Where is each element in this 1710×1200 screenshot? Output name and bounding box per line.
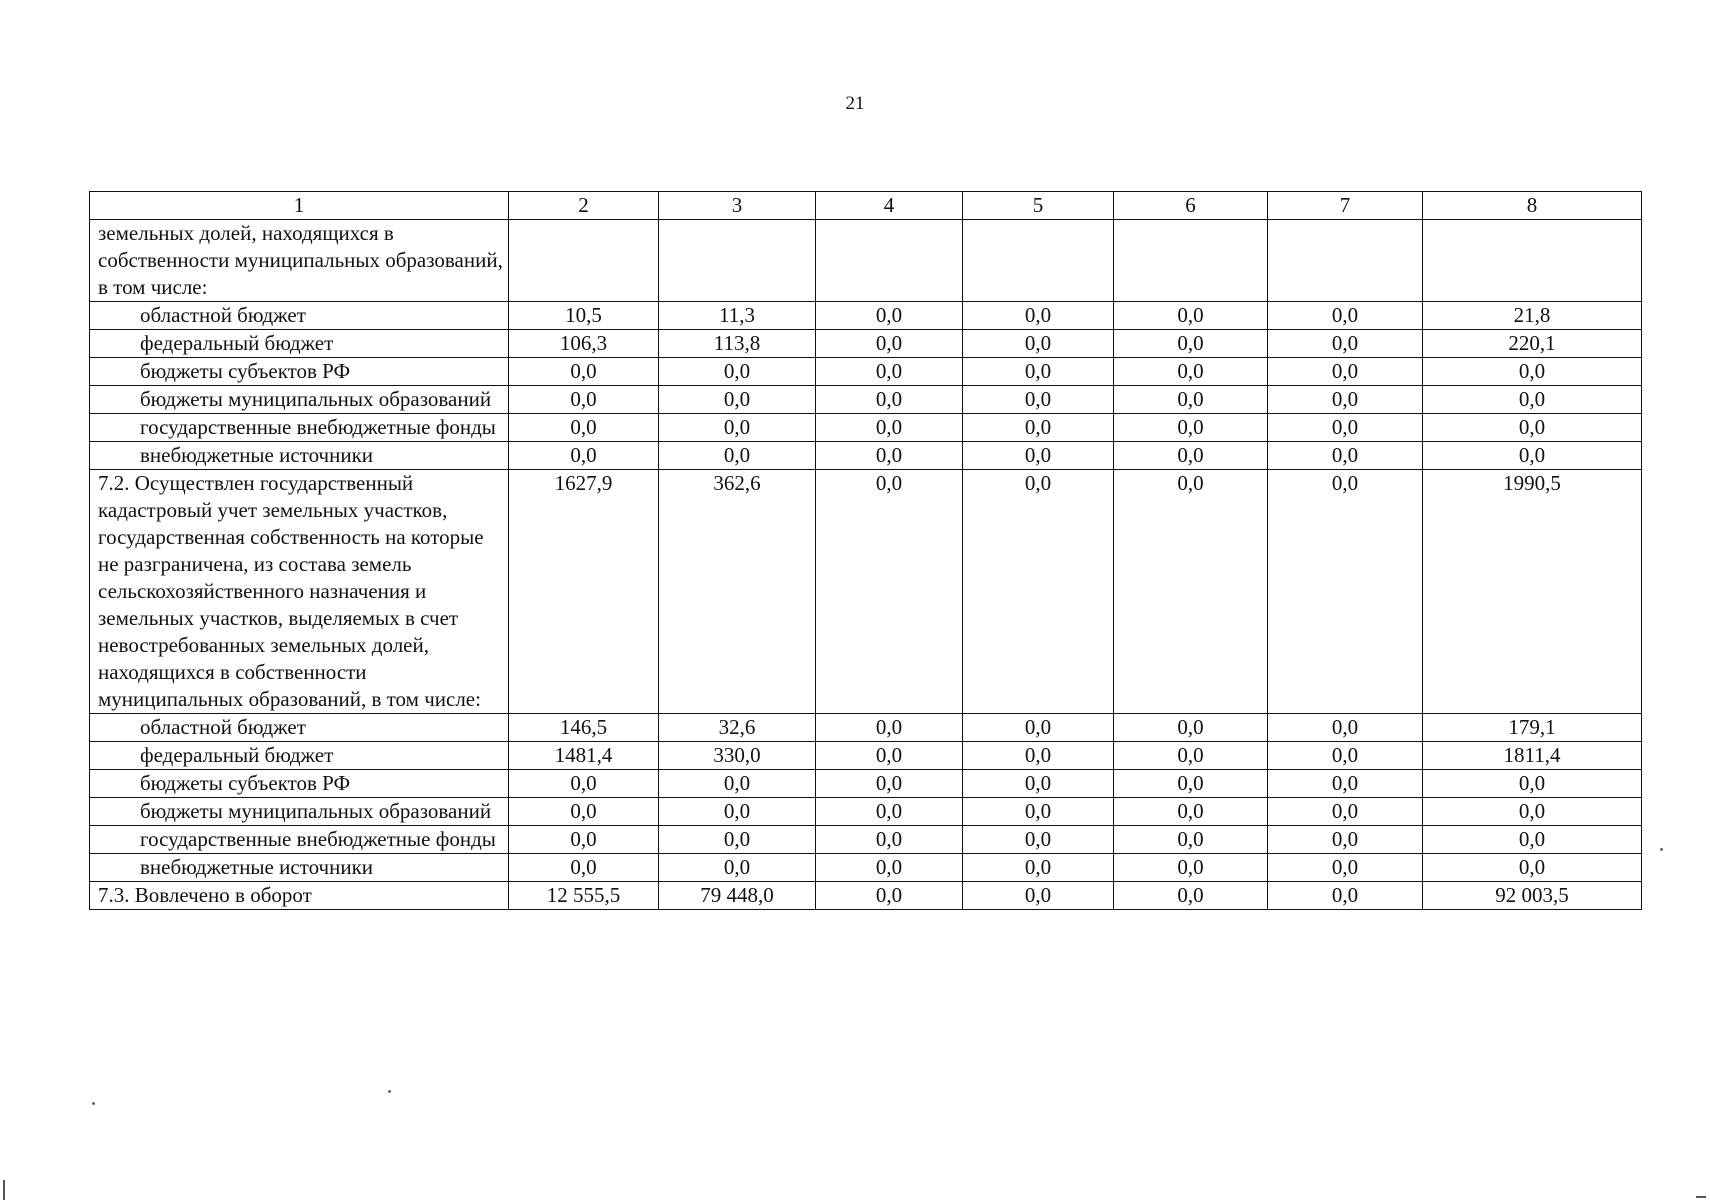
value-cell: 0,0	[963, 742, 1114, 770]
value-cell: 0,0	[1423, 798, 1642, 826]
header-cell: 2	[509, 192, 659, 220]
scan-speck	[1660, 848, 1663, 851]
value-cell: 0,0	[1114, 714, 1268, 742]
value-cell: 0,0	[963, 358, 1114, 386]
value-cell: 0,0	[963, 386, 1114, 414]
value-cell: 0,0	[963, 442, 1114, 470]
value-cell: 0,0	[659, 826, 816, 854]
row-label: земельных долей, находящихся в собственности муниципальных образований, в том числе:	[90, 220, 509, 302]
value-cell: 0,0	[509, 770, 659, 798]
value-cell: 0,0	[659, 854, 816, 882]
row-label: областной бюджет	[90, 714, 509, 742]
value-cell: 0,0	[1114, 798, 1268, 826]
value-cell: 0,0	[816, 470, 963, 714]
row-label: областной бюджет	[90, 302, 509, 330]
value-cell: 362,6	[659, 470, 816, 714]
value-cell: 0,0	[1268, 358, 1423, 386]
table-row	[90, 770, 1642, 798]
row-label: федеральный бюджет	[90, 330, 509, 358]
value-cell: 0,0	[659, 770, 816, 798]
value-cell: 0,0	[1268, 714, 1423, 742]
value-cell: 0,0	[816, 770, 963, 798]
value-cell: 113,8	[659, 330, 816, 358]
page-number: 21	[845, 93, 865, 114]
table-row	[90, 714, 1642, 742]
row-label: 7.3. Вовлечено в оборот	[90, 882, 509, 910]
header-cell: 6	[1114, 192, 1268, 220]
value-cell: 0,0	[1114, 470, 1268, 714]
value-cell: 0,0	[1268, 882, 1423, 910]
value-cell: 0,0	[816, 302, 963, 330]
value-cell: 11,3	[659, 302, 816, 330]
value-cell: 0,0	[1423, 414, 1642, 442]
value-cell: 0,0	[1114, 442, 1268, 470]
value-cell: 0,0	[659, 358, 816, 386]
header-cell: 3	[659, 192, 816, 220]
value-cell: 0,0	[1268, 442, 1423, 470]
value-cell: 0,0	[1268, 826, 1423, 854]
value-cell: 12 555,5	[509, 882, 659, 910]
value-cell: 0,0	[1114, 358, 1268, 386]
value-cell: 0,0	[963, 770, 1114, 798]
value-cell: 0,0	[1423, 442, 1642, 470]
value-cell: 0,0	[1114, 414, 1268, 442]
header-cell: 7	[1268, 192, 1423, 220]
value-cell	[1268, 220, 1423, 302]
table-row	[90, 386, 1642, 414]
value-cell: 0,0	[816, 714, 963, 742]
value-cell: 10,5	[509, 302, 659, 330]
value-cell: 0,0	[1423, 854, 1642, 882]
budget-table	[89, 191, 1642, 910]
table-row	[90, 854, 1642, 882]
value-cell: 0,0	[1114, 302, 1268, 330]
value-cell: 0,0	[1423, 358, 1642, 386]
value-cell: 0,0	[963, 330, 1114, 358]
table-row	[90, 302, 1642, 330]
value-cell: 79 448,0	[659, 882, 816, 910]
table-row	[90, 882, 1642, 910]
value-cell: 0,0	[1268, 742, 1423, 770]
header-cell: 5	[963, 192, 1114, 220]
value-cell: 0,0	[1114, 770, 1268, 798]
value-cell: 220,1	[1423, 330, 1642, 358]
table-row	[90, 358, 1642, 386]
value-cell: 0,0	[1268, 386, 1423, 414]
scan-speck	[388, 1090, 391, 1093]
value-cell	[509, 220, 659, 302]
value-cell: 0,0	[1114, 854, 1268, 882]
value-cell	[1114, 220, 1268, 302]
value-cell: 0,0	[963, 714, 1114, 742]
row-label: бюджеты субъектов РФ	[90, 358, 509, 386]
value-cell: 0,0	[816, 826, 963, 854]
value-cell: 0,0	[816, 798, 963, 826]
table-row	[90, 798, 1642, 826]
header-cell: 1	[90, 192, 509, 220]
value-cell: 0,0	[509, 414, 659, 442]
value-cell: 0,0	[816, 882, 963, 910]
row-label: бюджеты муниципальных образований	[90, 798, 509, 826]
value-cell: 0,0	[1423, 386, 1642, 414]
row-label: бюджеты муниципальных образований	[90, 386, 509, 414]
value-cell	[963, 220, 1114, 302]
value-cell: 106,3	[509, 330, 659, 358]
value-cell: 0,0	[963, 302, 1114, 330]
value-cell: 0,0	[509, 442, 659, 470]
value-cell: 0,0	[963, 470, 1114, 714]
value-cell: 0,0	[963, 798, 1114, 826]
value-cell	[659, 220, 816, 302]
value-cell: 0,0	[1114, 386, 1268, 414]
value-cell: 0,0	[659, 414, 816, 442]
value-cell: 0,0	[1268, 770, 1423, 798]
table-row	[90, 414, 1642, 442]
header-cell: 8	[1423, 192, 1642, 220]
value-cell: 179,1	[1423, 714, 1642, 742]
value-cell: 0,0	[1114, 882, 1268, 910]
scan-edge-mark	[1696, 1196, 1706, 1198]
value-cell	[816, 220, 963, 302]
value-cell: 0,0	[963, 414, 1114, 442]
table-row	[90, 742, 1642, 770]
table-body	[90, 192, 1642, 910]
table-row	[90, 470, 1642, 714]
value-cell: 1481,4	[509, 742, 659, 770]
value-cell: 0,0	[816, 358, 963, 386]
value-cell: 0,0	[1268, 854, 1423, 882]
value-cell: 0,0	[963, 854, 1114, 882]
value-cell: 0,0	[659, 386, 816, 414]
table-row	[90, 826, 1642, 854]
value-cell: 0,0	[963, 826, 1114, 854]
value-cell: 0,0	[659, 442, 816, 470]
value-cell: 1811,4	[1423, 742, 1642, 770]
value-cell: 32,6	[659, 714, 816, 742]
value-cell: 330,0	[659, 742, 816, 770]
value-cell: 0,0	[1114, 826, 1268, 854]
value-cell: 1627,9	[509, 470, 659, 714]
value-cell: 0,0	[509, 798, 659, 826]
table-row	[90, 330, 1642, 358]
value-cell: 0,0	[963, 882, 1114, 910]
value-cell: 0,0	[816, 854, 963, 882]
table-row	[90, 442, 1642, 470]
value-cell	[1423, 220, 1642, 302]
value-cell: 0,0	[1114, 330, 1268, 358]
value-cell: 21,8	[1423, 302, 1642, 330]
value-cell: 0,0	[509, 854, 659, 882]
value-cell: 0,0	[816, 330, 963, 358]
value-cell: 0,0	[1268, 330, 1423, 358]
row-label: государственные внебюджетные фонды	[90, 414, 509, 442]
value-cell: 0,0	[816, 414, 963, 442]
row-label: бюджеты субъектов РФ	[90, 770, 509, 798]
value-cell: 0,0	[1268, 414, 1423, 442]
value-cell: 0,0	[509, 358, 659, 386]
scan-speck	[92, 1102, 95, 1105]
row-label: государственные внебюджетные фонды	[90, 826, 509, 854]
value-cell: 0,0	[1268, 470, 1423, 714]
value-cell: 146,5	[509, 714, 659, 742]
value-cell: 0,0	[509, 386, 659, 414]
value-cell: 0,0	[509, 826, 659, 854]
value-cell: 0,0	[1423, 826, 1642, 854]
row-label: внебюджетные источники	[90, 854, 509, 882]
row-label: федеральный бюджет	[90, 742, 509, 770]
row-label: внебюджетные источники	[90, 442, 509, 470]
row-label: 7.2. Осуществлен государственный кадастровый учет земельных участков, государственная собственность на которые не разграничена, из состава земель сельскохозяйственного назначения и земельных участков, выделяемых в счет невостребованных земельных долей, находящихся в собственности муниципальных образований, в том числе:	[90, 470, 509, 714]
scan-edge-mark	[3, 1180, 5, 1200]
header-cell: 4	[816, 192, 963, 220]
value-cell: 0,0	[816, 386, 963, 414]
value-cell: 0,0	[659, 798, 816, 826]
value-cell: 0,0	[1114, 742, 1268, 770]
value-cell: 0,0	[816, 442, 963, 470]
value-cell: 92 003,5	[1423, 882, 1642, 910]
value-cell: 0,0	[1268, 302, 1423, 330]
header-row	[90, 192, 1642, 220]
value-cell: 0,0	[1268, 798, 1423, 826]
value-cell: 0,0	[1423, 770, 1642, 798]
value-cell: 1990,5	[1423, 470, 1642, 714]
table-row	[90, 220, 1642, 302]
value-cell: 0,0	[816, 742, 963, 770]
